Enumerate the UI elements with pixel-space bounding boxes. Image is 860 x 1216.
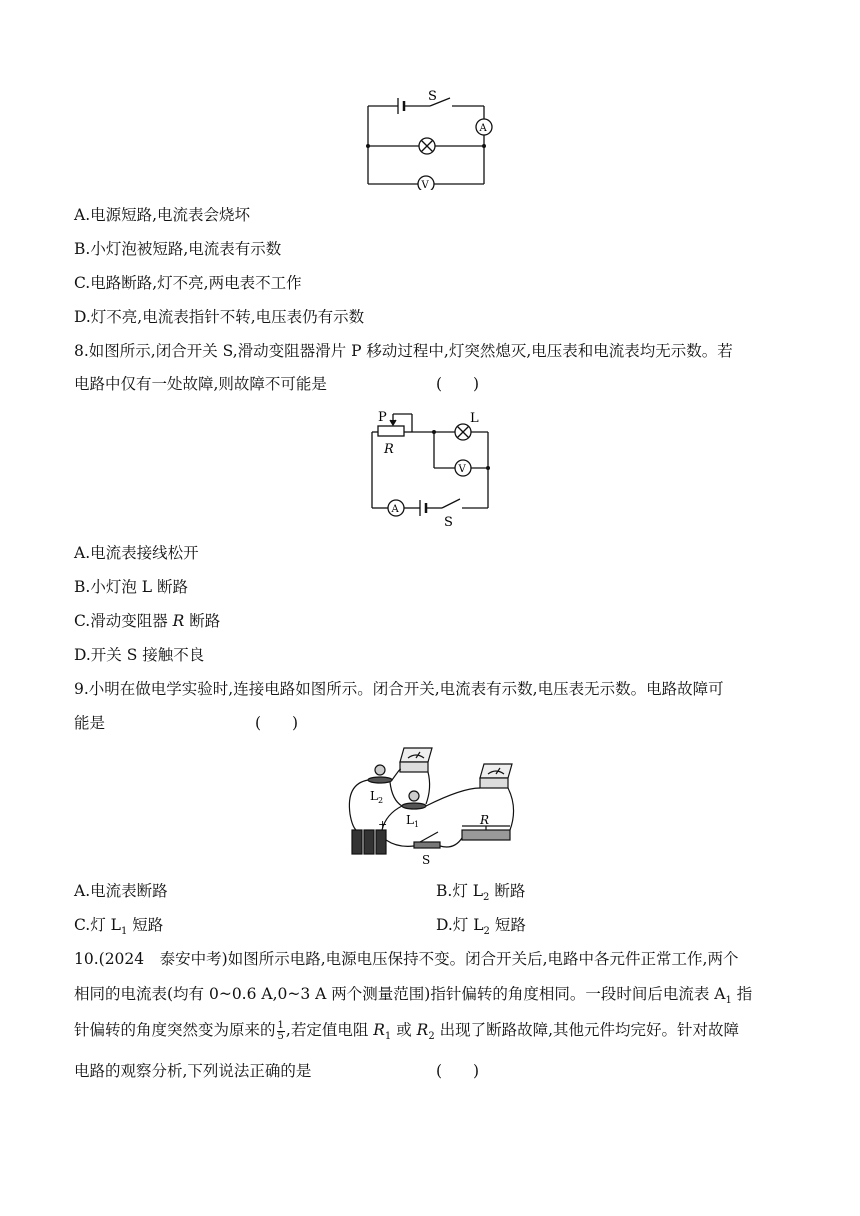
q8-stem-line1: 8.如图所示,闭合开关 S,滑动变阻器滑片 P 移动过程中,灯突然熄灭,电压表和电流表均无示数。若 — [74, 342, 733, 360]
q9-stem-line1: 9.小明在做电学实验时,连接电路如图所示。闭合开关,电流表有示数,电压表无示数。电路故障可 — [74, 680, 724, 698]
q8-option-d: D.开关 S 接触不良 — [74, 646, 205, 664]
q9-lamp2-label: $L_2$ — [370, 789, 384, 805]
q9-option-c: C.灯 $L_1$ 短路 — [74, 916, 164, 938]
q8-answer-paren: ( ) — [436, 375, 480, 393]
q9-option-b: B.灯 $L_2$ 断路 — [436, 882, 526, 904]
q10-line3: 针偏转的角度突然变为原来的 $\frac{1}{5}$ ,若定值电阻 $R_1$ 或 $R_2$ 出现了断路故障,其他元件均完好。针对故障 — [74, 1019, 740, 1043]
q7-option-a: A.电源短路,电流表会烧坏 — [74, 206, 251, 224]
q7-option-c: C.电路断路,灯不亮,两电表不工作 — [74, 274, 302, 292]
q9-physical-circuit-figure — [342, 744, 522, 868]
q8-lamp-label: L — [470, 411, 479, 426]
q8-option-a: A.电流表接线松开 — [74, 544, 199, 562]
q9-option-a: A.电流表断路 — [74, 882, 168, 900]
q8-ammeter-label: A — [391, 504, 399, 515]
q7-option-b: B.小灯泡被短路,电流表有示数 — [74, 240, 282, 258]
q8-stem-line2: 电路中仅有一处故障,则故障不可能是 — [74, 375, 327, 393]
q10-fraction: $\frac{1}{5}$ — [277, 1019, 284, 1042]
q7-ammeter-label: A — [479, 123, 487, 134]
q8-option-c: C.滑动变阻器 R 断路 — [74, 612, 221, 630]
q9-switch-label: S — [422, 853, 431, 867]
q7-switch-label: S — [428, 89, 437, 104]
q7-option-d: D.灯不亮,电流表指针不转,电压表仍有示数 — [74, 308, 365, 326]
q10-answer-paren: ( ) — [436, 1062, 480, 1080]
q9-resistor-label: R — [480, 813, 490, 827]
q7-circuit-figure — [360, 86, 500, 190]
q8-resistor-label: R — [384, 442, 394, 457]
q8-circuit-figure — [364, 408, 496, 532]
q8-switch-label: S — [444, 515, 453, 530]
q9-lamp1-label: $L_1$ — [406, 813, 420, 829]
q9-option-d: D.灯 $L_2$ 短路 — [436, 916, 526, 938]
q10-line4: 电路的观察分析,下列说法正确的是 — [74, 1062, 312, 1080]
q8-option-b: B.小灯泡 L 断路 — [74, 578, 188, 596]
q8-voltmeter-label: V — [458, 464, 466, 475]
q9-plus-label: + — [378, 818, 388, 831]
q9-answer-paren: ( ) — [255, 714, 299, 732]
q8-slider-label: P — [378, 410, 387, 425]
q7-voltmeter-label: V — [421, 180, 429, 190]
q10-line2: 相同的电流表(均有 0~0.6 A,0~3 A 两个测量范围)指针偏转的角度相同。一段时间后电流表 $A_1$ 指 — [74, 985, 753, 1007]
q10-line1: 10.(2024 泰安中考)如图所示电路,电源电压保持不变。闭合开关后,电路中各元件正常工作,两个 — [74, 950, 739, 968]
q9-stem-line2: 能是 — [74, 714, 106, 732]
